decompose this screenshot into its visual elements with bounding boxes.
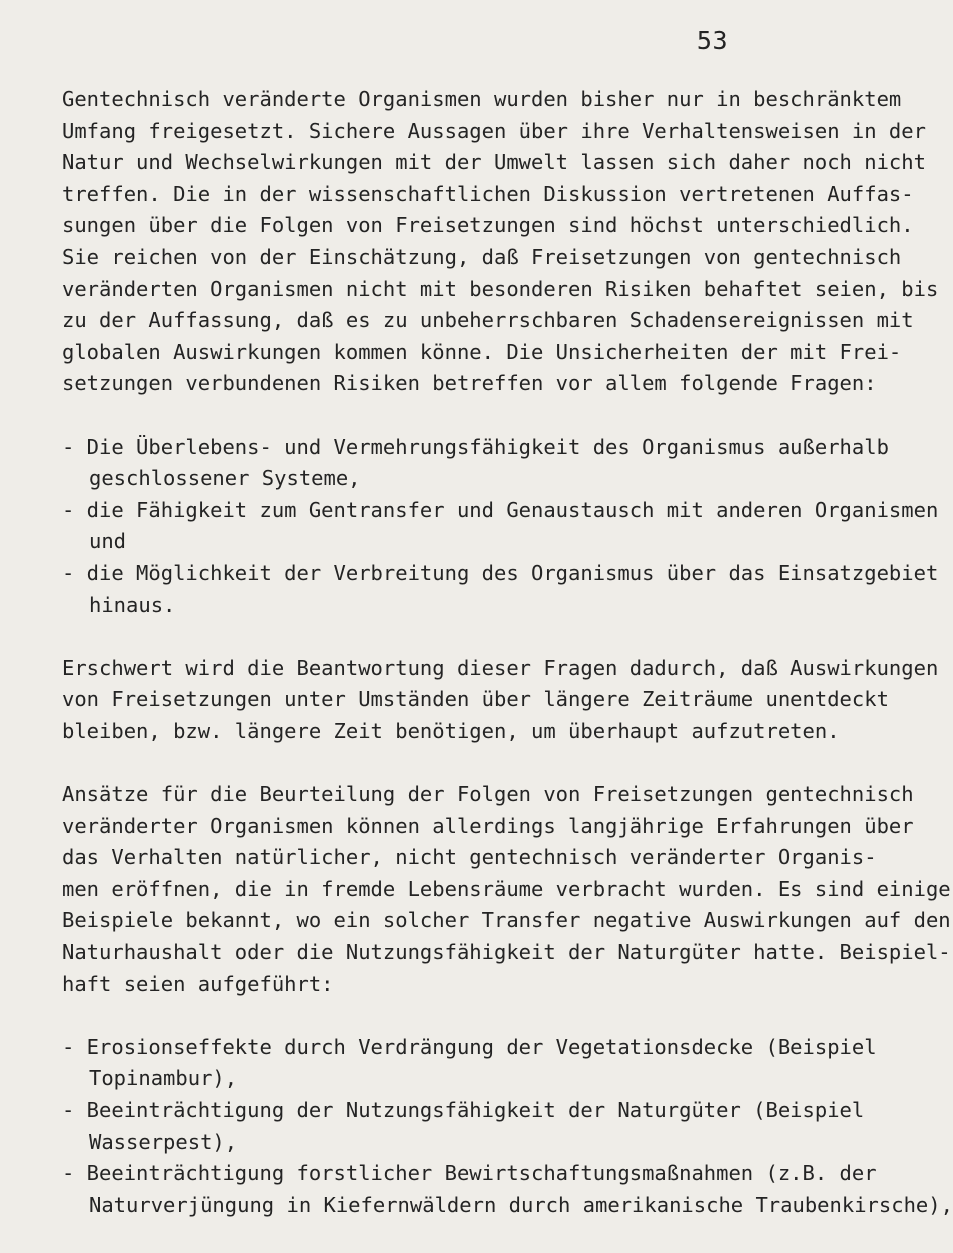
text-line: Sie reichen von der Einschätzung, daß Freisetzungen von gentechnisch [62,244,902,269]
text-line: - die Fähigkeit zum Gentransfer und Genaustausch mit anderen Organismen [62,497,939,522]
paragraph-intro [62,84,939,400]
paragraph-approaches [62,779,951,1000]
text-line: - Beeinträchtigung der Nutzungsfähigkeit der Naturgüter (Beispiel [62,1098,865,1122]
text-line: sungen über die Folgen von Freisetzungen sind höchst unterschiedlich. [62,213,914,238]
text-line: haft seien aufgeführt: [62,971,334,996]
text-line: und [89,529,127,554]
page-content [62,84,953,1253]
list-risk-questions [62,432,939,622]
text-line: Topinambur), [89,1066,238,1091]
list-item [62,1158,953,1221]
text-line: zu der Auffassung, daß es zu unbeherrschbaren Schadensereignissen mit [62,308,914,333]
text-line: das Verhalten natürlicher, nicht gentechnisch veränderter Organis- [62,845,877,870]
text-line: bleiben, bzw. längere Zeit benötigen, um überhaupt aufzutreten. [62,718,840,743]
text-line: hinaus. [89,592,176,617]
text-line: veränderter Organismen können allerdings langjährige Erfahrungen über [62,813,914,838]
list-item [62,558,939,621]
text-line: Natur und Wechselwirkungen mit der Umwelt lassen sich daher noch nicht [62,150,926,175]
text-line: men eröffnen, die in fremde Lebensräume verbracht wurden. Es sind einige [62,876,951,901]
list-item [62,495,939,558]
list-item [62,1095,865,1158]
text-line: treffen. Die in der wissenschaftlichen Diskussion vertretenen Auffas- [62,181,914,206]
text-line: Beispiele bekannt, wo ein solcher Transfer negative Auswirkungen auf den [62,908,951,933]
text-line: setzungen verbundenen Risiken betreffen vor allem folgende Fragen: [62,371,877,396]
text-line: Gentechnisch veränderte Organismen wurden bisher nur in beschränktem [62,87,902,111]
text-line: globalen Auswirkungen kommen könne. Die Unsicherheiten der mit Frei- [62,339,902,364]
text-line: - Erosionseffekte durch Verdrängung der Vegetationsdecke (Beispiel [62,1034,877,1059]
paragraph-difficulty [62,653,939,748]
text-line: Erschwert wird die Beantwortung dieser Fragen dadurch, daß Auswirkungen [62,655,939,680]
text-line: Naturhaushalt oder die Nutzungsfähigkeit der Naturgüter hatte. Beispiel- [62,940,951,965]
list-examples [62,1032,953,1222]
text-line: Umfang freigesetzt. Sichere Aussagen über ihre Verhaltensweisen in der [62,118,926,143]
text-line: geschlossener Systeme, [89,466,361,491]
text-line: - Beeinträchtigung forstlicher Bewirtschaftungsmaßnahmen (z.B. der [62,1161,877,1186]
text-line: - Die Überlebens- und Vermehrungsfähigkeit des Organismus außerhalb [62,434,889,459]
text-line: veränderten Organismen nicht mit besonderen Risiken behaftet seien, bis [62,276,939,301]
text-line: Naturverjüngung in Kiefernwäldern durch amerikanische Traubenkirsche), [89,1192,953,1217]
text-line: Ansätze für die Beurteilung der Folgen von Freisetzungen gentechnisch [62,782,914,807]
list-item [62,1032,877,1095]
list-item [62,432,889,495]
text-line: - die Möglichkeit der Verbreitung des Organismus über das Einsatzgebiet [62,560,939,585]
text-line: Wasserpest), [89,1129,238,1154]
text-line: von Freisetzungen unter Umständen über längere Zeiträume unentdeckt [62,687,889,712]
page-number: 53 [696,26,728,55]
